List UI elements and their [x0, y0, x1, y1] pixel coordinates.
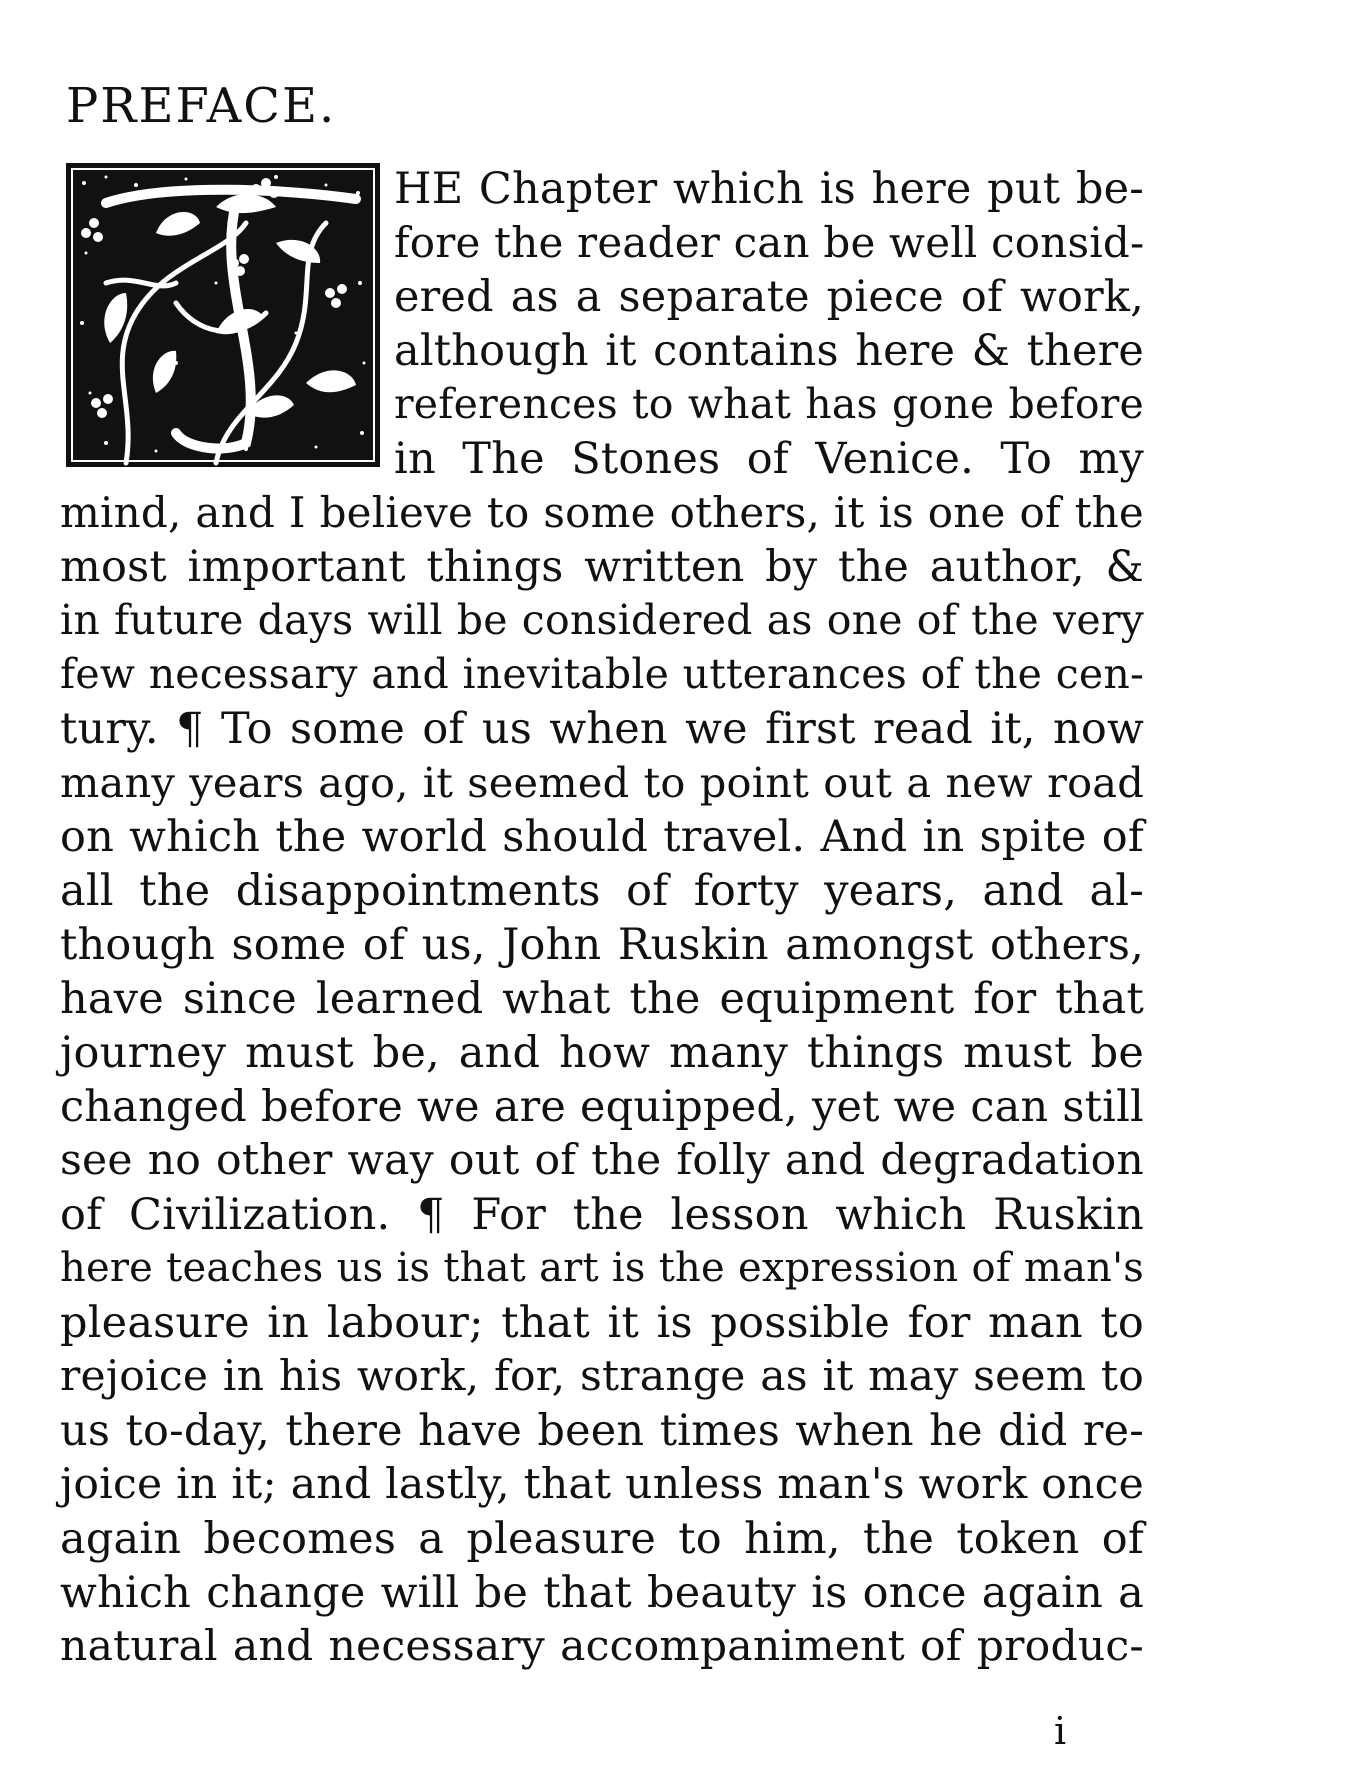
text-line: have since learned what the equipment for that — [60, 974, 1144, 1024]
text-line: natural and necessary accompaniment of produc- — [60, 1622, 1144, 1671]
text-line: all the disappointments of forty years, and al- — [60, 866, 1144, 916]
text-line: pleasure in labour; that it is possible for man to — [60, 1298, 1144, 1348]
text-line: again becomes a pleasure to him, the token of — [60, 1514, 1144, 1564]
text-line: here teaches us is that art is the expression of man's — [60, 1245, 1144, 1291]
page-title: PREFACE. — [66, 78, 337, 134]
text-line: journey must be, and how many things must be — [60, 1028, 1144, 1078]
text-line: HE Chapter which is here put be- — [394, 164, 1144, 214]
text-line: references to what has gone before — [394, 380, 1144, 428]
text-line: which change will be that beauty is once again a — [60, 1568, 1144, 1618]
page-number: i — [1054, 1709, 1067, 1753]
ornamental-initial-t-icon — [66, 163, 380, 467]
text-line: in future days will be considered as one of the very — [60, 596, 1144, 644]
text-line: most important things written by the author, & — [60, 542, 1144, 592]
text-line: of Civilization. ¶ For the lesson which Ruskin — [60, 1190, 1144, 1240]
text-line: joice in it; and lastly, that unless man's work once — [60, 1460, 1144, 1509]
text-line: see no other way out of the folly and degradation — [60, 1136, 1144, 1185]
text-line: changed before we are equipped, yet we can still — [60, 1082, 1144, 1132]
text-line: fore the reader can be well consid- — [394, 218, 1145, 267]
text-line: in The Stones of Venice. To my — [394, 434, 1144, 484]
text-line: tury. ¶ To some of us when we first read it, now — [60, 704, 1144, 754]
text-line: mind, and I believe to some others, it is one of the — [60, 488, 1144, 537]
text-line: few necessary and inevitable utterances of the cen- — [60, 650, 1144, 698]
text-line: rejoice in his work, for, strange as it may seem to — [60, 1352, 1144, 1401]
text-line: ered as a separate piece of work, — [394, 272, 1144, 322]
text-line: on which the world should travel. And in spite of — [60, 812, 1144, 862]
text-line: us to-day, there have been times when he did re- — [60, 1406, 1144, 1456]
text-line: although it contains here & there — [394, 326, 1144, 376]
text-line: many years ago, it seemed to point out a new road — [60, 758, 1144, 807]
text-line: though some of us, John Ruskin amongst others, — [60, 920, 1144, 970]
